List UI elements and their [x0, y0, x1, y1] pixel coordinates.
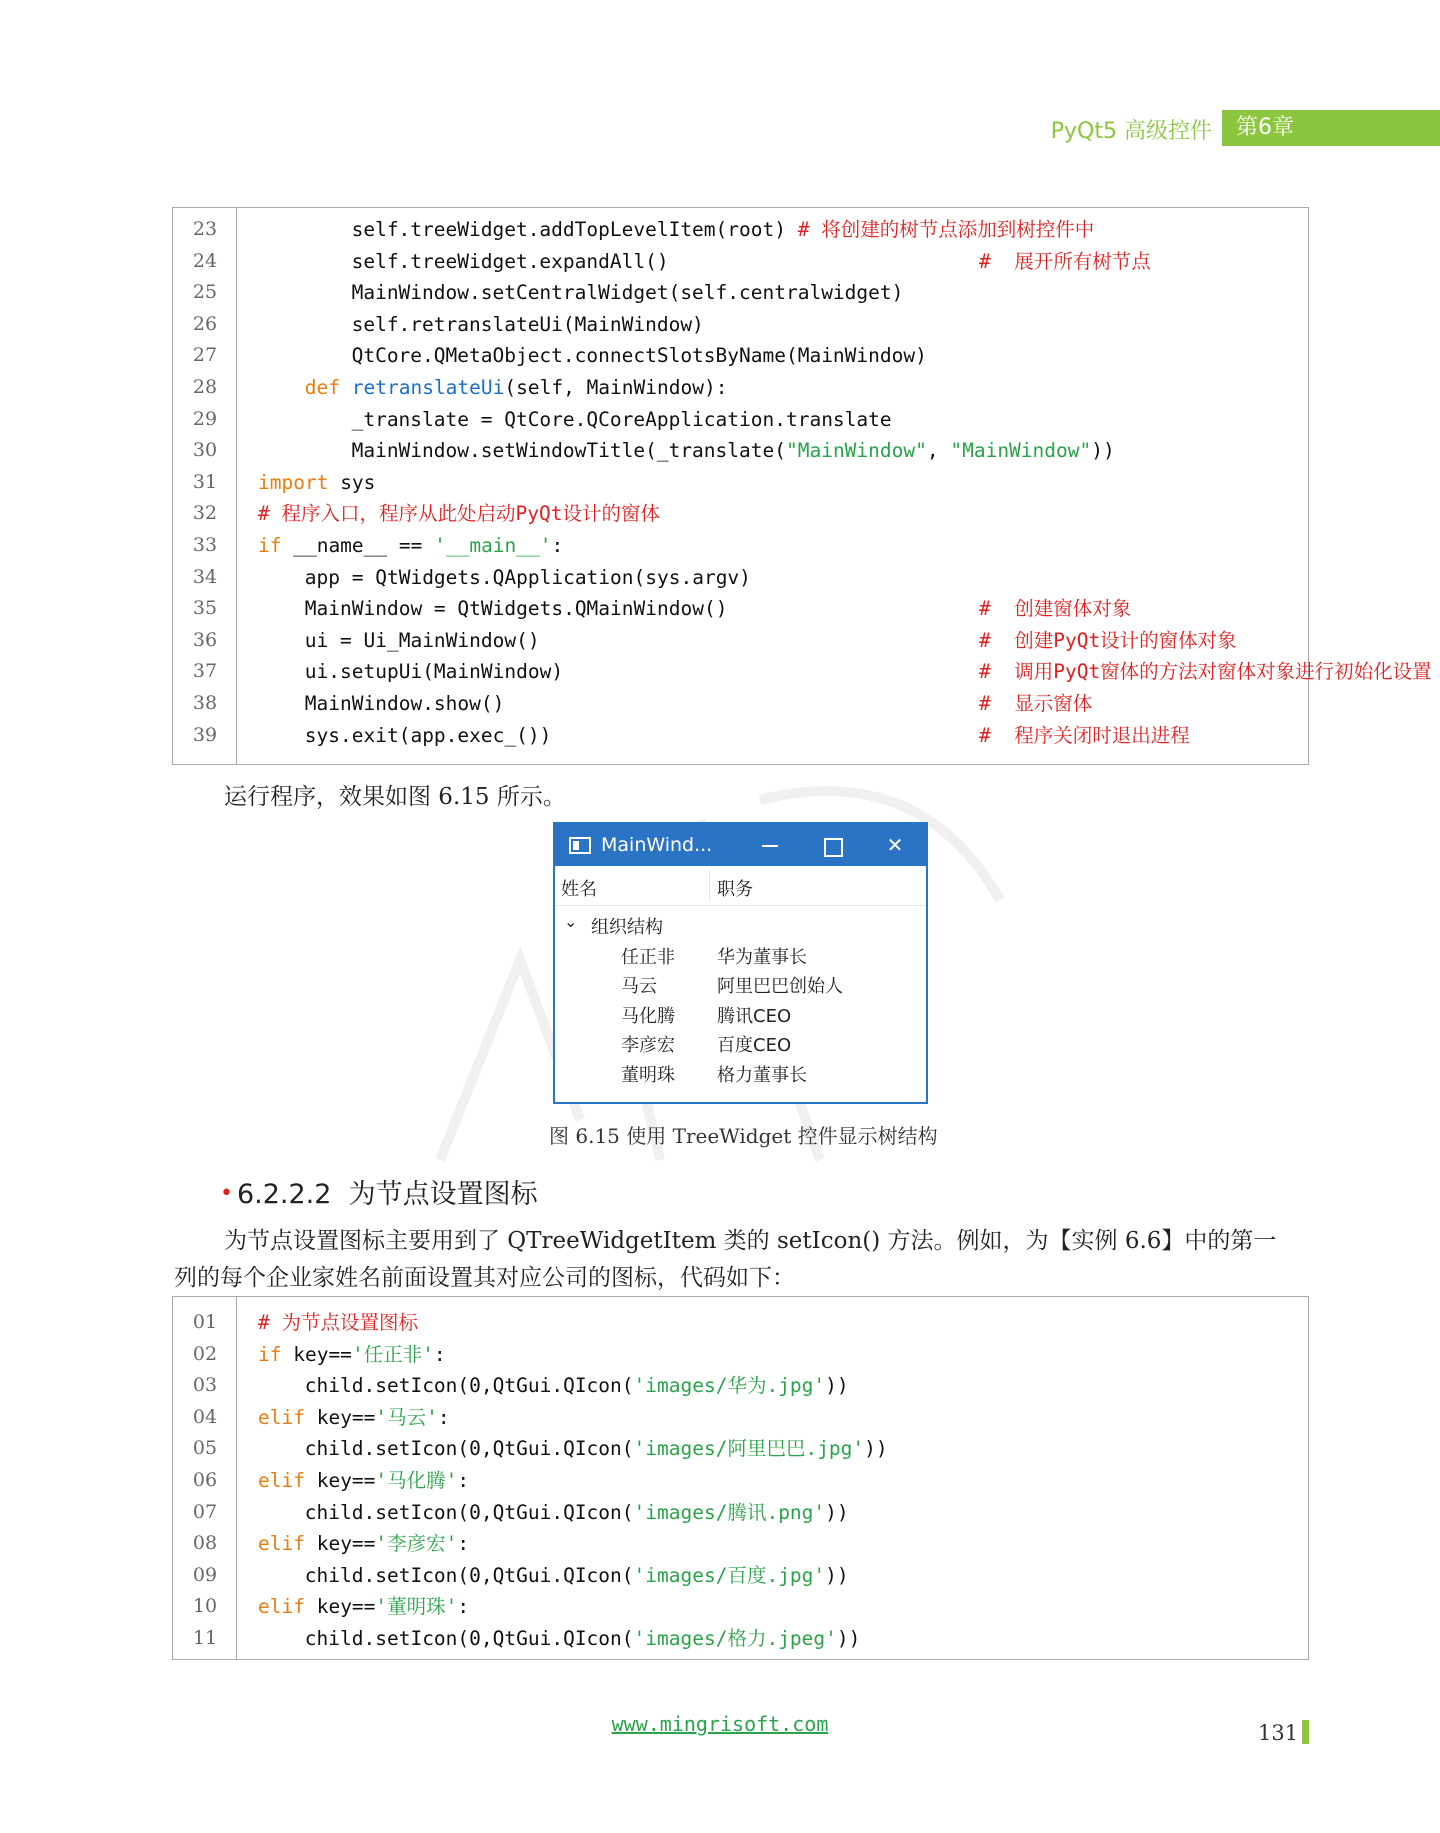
tree-root-label: 组织结构	[591, 917, 663, 938]
code-token: ui = Ui_MainWindow()	[304, 628, 540, 652]
code-text	[258, 1591, 469, 1623]
code-token: ))	[825, 1374, 849, 1398]
code-line	[173, 1465, 1308, 1497]
code-token: app = QtWidgets.QApplication(sys.argv)	[304, 565, 751, 589]
tree-children	[555, 940, 926, 1088]
figure-caption: 图 6.15 使用 TreeWidget 控件显示树结构	[549, 1124, 938, 1148]
code-token: self.retranslateUi(MainWindow)	[351, 312, 704, 336]
code-token: key==	[304, 1468, 376, 1492]
code-token: self.treeWidget.addTopLevelItem(root)	[351, 218, 786, 241]
person-title: 阿里巴巴创始人	[717, 976, 843, 997]
code-token: ,	[926, 439, 951, 463]
section-title: 为节点设置图标	[348, 1179, 538, 1210]
column-header-title[interactable]: 职务	[717, 879, 753, 900]
person-name: 马化腾	[621, 1005, 675, 1027]
code-text	[258, 498, 660, 530]
line-number: 10	[192, 1595, 218, 1618]
code-token: ))	[1091, 439, 1115, 463]
tree-child-item[interactable]	[555, 940, 926, 970]
code-token: child.setIcon(0,QtGui.QIcon(	[304, 1374, 634, 1398]
run-text: 运行程序，效果如图 6.15 所示。	[224, 784, 566, 810]
mainwindow-screenshot	[553, 822, 928, 1104]
code-line	[173, 498, 1308, 530]
section-number: 6.2.2.2	[236, 1179, 332, 1210]
line-number: 37	[192, 660, 218, 683]
page-number: 131	[1258, 1721, 1299, 1745]
code-line	[173, 1370, 1308, 1402]
code-text	[258, 467, 375, 499]
code-token: retranslateUi	[351, 375, 505, 399]
code-text	[258, 656, 563, 688]
person-title: 华为董事长	[717, 946, 807, 968]
page-number-bar	[1302, 1720, 1309, 1744]
person-title: 腾讯CEO	[717, 1005, 792, 1027]
code-token: elif	[258, 1405, 305, 1429]
section-heading	[220, 1172, 538, 1211]
code-token: (self, MainWindow):	[504, 375, 728, 399]
code-text	[258, 720, 551, 752]
line-number: 26	[192, 312, 218, 335]
code-token: # 程序入口，程序从此处启动PyQt设计的窗体	[258, 502, 660, 526]
body-line-2: 列的每个企业家姓名前面设置其对应公司的图标，代码如下：	[174, 1265, 795, 1291]
tree-header	[555, 866, 926, 906]
code-text	[258, 340, 927, 372]
line-number: 08	[192, 1532, 218, 1555]
code-token: # 为节点设置图标	[258, 1311, 418, 1334]
code-token: sys.exit(app.exec_())	[304, 723, 552, 747]
code-token: key==	[304, 1405, 376, 1429]
code-token: key==	[281, 1342, 352, 1366]
code-line	[173, 688, 1308, 720]
code-token: child.setIcon(0,QtGui.QIcon(	[304, 1563, 634, 1587]
running-header-title: PyQt5 高级控件	[1050, 119, 1212, 144]
line-number: 32	[192, 502, 218, 525]
code-token: :	[457, 1532, 470, 1556]
tree-child-item[interactable]	[555, 999, 926, 1029]
code-text	[258, 1339, 446, 1371]
code-token: ))	[825, 1563, 849, 1587]
code-block-2	[172, 1296, 1309, 1660]
code-token: '李彦宏'	[375, 1532, 458, 1556]
code-token: if	[258, 533, 282, 557]
line-number: 04	[192, 1405, 218, 1428]
code-line	[173, 530, 1308, 562]
code-token: elif	[258, 1468, 305, 1492]
code-text	[258, 530, 563, 562]
code-token: :	[551, 533, 564, 557]
code-text	[258, 1623, 860, 1655]
code-line	[173, 1560, 1308, 1592]
code-comment: # 创建窗体对象	[979, 597, 1132, 621]
code-line	[173, 720, 1308, 752]
code-token: def	[304, 375, 352, 399]
code-line	[173, 1623, 1308, 1655]
column-separator[interactable]	[709, 870, 710, 902]
line-number: 29	[192, 407, 218, 430]
code-comment: # 创建PyQt设计的窗体对象	[979, 628, 1237, 652]
tree-child-item[interactable]	[555, 1058, 926, 1088]
code-token: key==	[304, 1532, 376, 1556]
code-text	[258, 435, 1115, 467]
line-number: 35	[192, 597, 218, 620]
person-title: 格力董事长	[717, 1064, 807, 1086]
code-token: '__main__'	[434, 533, 552, 557]
code-line	[173, 1528, 1308, 1560]
code-line	[173, 1339, 1308, 1371]
code-line	[173, 1433, 1308, 1465]
code-text	[258, 246, 669, 278]
code-token: ))	[825, 1500, 849, 1524]
code-token: '马云'	[375, 1405, 438, 1429]
tree-child-item[interactable]	[555, 1028, 926, 1058]
code-token: child.setIcon(0,QtGui.QIcon(	[304, 1626, 634, 1650]
window-titlebar	[555, 824, 926, 866]
line-number: 33	[192, 533, 218, 556]
code-text	[258, 1433, 888, 1465]
line-number: 38	[192, 691, 218, 714]
code-token: import	[258, 470, 329, 494]
code-line	[173, 277, 1308, 309]
chevron-down-icon[interactable]: ⌄	[564, 912, 578, 931]
footer-url[interactable]: www.mingrisoft.com	[611, 1712, 829, 1736]
code-token: :	[437, 1405, 450, 1429]
code-token: MainWindow.setWindowTitle(_translate(	[351, 439, 786, 463]
code-text	[258, 625, 540, 657]
code-line	[173, 467, 1308, 499]
code-line	[173, 625, 1308, 657]
tree-child-item[interactable]	[555, 969, 926, 999]
minimize-icon[interactable]	[739, 824, 799, 866]
line-number: 09	[192, 1563, 218, 1586]
code-token: :	[457, 1468, 470, 1492]
code-line	[173, 309, 1308, 341]
code-token: 'images/阿里巴巴.jpg'	[633, 1437, 865, 1461]
person-name: 马云	[621, 976, 657, 997]
code-token: # 将创建的树节点添加到树控件中	[785, 218, 1095, 241]
code-text	[258, 1370, 849, 1402]
code-text	[258, 404, 892, 436]
code-token: ))	[864, 1437, 888, 1461]
code-lines	[173, 214, 1432, 751]
code-line	[173, 214, 1308, 246]
window-title: MainWind...	[601, 834, 713, 856]
code-line	[173, 404, 1308, 436]
code-line	[173, 562, 1308, 594]
code-token: 'images/华为.jpg'	[633, 1374, 826, 1398]
code-text	[258, 1307, 418, 1339]
code-token: MainWindow.setCentralWidget(self.centralwidget)	[351, 281, 904, 305]
code-token: "MainWindow"	[950, 439, 1092, 463]
line-number: 30	[192, 439, 218, 462]
code-comment: # 显示窗体	[979, 691, 1093, 715]
code-text	[258, 309, 704, 341]
code-token: '任正非'	[351, 1342, 434, 1366]
line-number: 36	[192, 628, 218, 651]
line-number: 27	[192, 344, 218, 367]
code-token: ))	[836, 1626, 861, 1650]
code-token: 'images/百度.jpg'	[633, 1563, 826, 1587]
person-name: 李彦宏	[621, 1035, 675, 1056]
app-window-icon	[569, 837, 591, 854]
code-token: child.setIcon(0,QtGui.QIcon(	[304, 1500, 634, 1524]
line-number: 28	[192, 375, 218, 398]
line-number: 03	[192, 1374, 218, 1397]
code-token: elif	[258, 1595, 305, 1619]
code-line	[173, 656, 1432, 688]
code-token: elif	[258, 1532, 305, 1556]
code-text	[258, 1465, 469, 1497]
code-token: if	[258, 1342, 282, 1366]
code-text	[258, 1560, 849, 1592]
code-text	[258, 372, 727, 404]
line-number: 34	[192, 565, 218, 588]
code-text	[258, 214, 1094, 246]
person-name: 任正非	[621, 946, 675, 968]
code-comment: # 调用PyQt窗体的方法对窗体对象进行初始化设置	[979, 660, 1432, 684]
code-line	[173, 372, 1308, 404]
line-number: 11	[192, 1626, 218, 1649]
code-token: '董明珠'	[375, 1595, 458, 1619]
person-name: 董明珠	[621, 1064, 675, 1086]
code-lines	[173, 1307, 1308, 1655]
code-token: '马化腾'	[375, 1468, 458, 1492]
code-line	[173, 1591, 1308, 1623]
line-number: 05	[192, 1437, 218, 1460]
code-line	[173, 340, 1308, 372]
code-token: self.treeWidget.expandAll()	[351, 249, 669, 273]
code-token: key==	[304, 1595, 376, 1619]
code-text	[258, 1528, 469, 1560]
line-number: 24	[192, 249, 218, 272]
line-number: 02	[192, 1342, 218, 1365]
code-token: _translate = QtCore.QCoreApplication.translate	[351, 407, 892, 431]
code-token: __name__ ==	[281, 533, 435, 557]
section-bullet: •	[220, 1181, 233, 1206]
line-number: 06	[192, 1468, 218, 1491]
code-block-1	[172, 207, 1432, 765]
line-number: 25	[192, 281, 218, 304]
tree-root-item[interactable]	[555, 910, 926, 940]
code-line	[173, 1307, 1308, 1339]
chapter-tab: 第6章	[1222, 110, 1440, 146]
code-text	[258, 1497, 849, 1529]
code-token: :	[457, 1595, 470, 1619]
code-text	[258, 688, 504, 720]
line-number: 07	[192, 1500, 218, 1523]
code-line	[173, 1402, 1308, 1434]
code-text	[258, 593, 727, 625]
code-token: ui.setupUi(MainWindow)	[304, 660, 564, 684]
maximize-icon[interactable]	[801, 824, 861, 866]
code-line	[173, 246, 1308, 278]
code-text	[258, 562, 751, 594]
code-text	[258, 277, 903, 309]
code-token: QtCore.QMetaObject.connectSlotsByName(MainWindow)	[351, 344, 927, 368]
code-comment: # 程序关闭时退出进程	[979, 723, 1190, 747]
body-line-1: 为节点设置图标主要用到了 QTreeWidgetItem 类的 setIcon() 方法。例如，为【实例 6.6】中的第一	[224, 1228, 1277, 1254]
code-line	[173, 435, 1308, 467]
code-comment: # 展开所有树节点	[979, 249, 1151, 273]
person-title: 百度CEO	[717, 1035, 792, 1056]
line-number: 01	[192, 1311, 218, 1333]
code-token: child.setIcon(0,QtGui.QIcon(	[304, 1437, 634, 1461]
code-token: MainWindow.show()	[304, 691, 505, 715]
code-token: sys	[328, 470, 376, 494]
code-token: 'images/腾讯.png'	[633, 1500, 826, 1524]
code-token: :	[433, 1342, 446, 1366]
code-token: "MainWindow"	[785, 439, 927, 463]
line-number: 31	[192, 470, 218, 493]
code-line	[173, 593, 1308, 625]
line-number: 23	[192, 218, 218, 240]
column-header-name[interactable]: 姓名	[561, 879, 597, 900]
line-number: 39	[192, 723, 218, 746]
code-token: MainWindow = QtWidgets.QMainWindow()	[304, 597, 728, 621]
code-text	[258, 1402, 450, 1434]
close-icon[interactable]: ✕	[886, 833, 904, 857]
code-token: 'images/格力.jpeg'	[633, 1626, 837, 1650]
code-line	[173, 1497, 1308, 1529]
